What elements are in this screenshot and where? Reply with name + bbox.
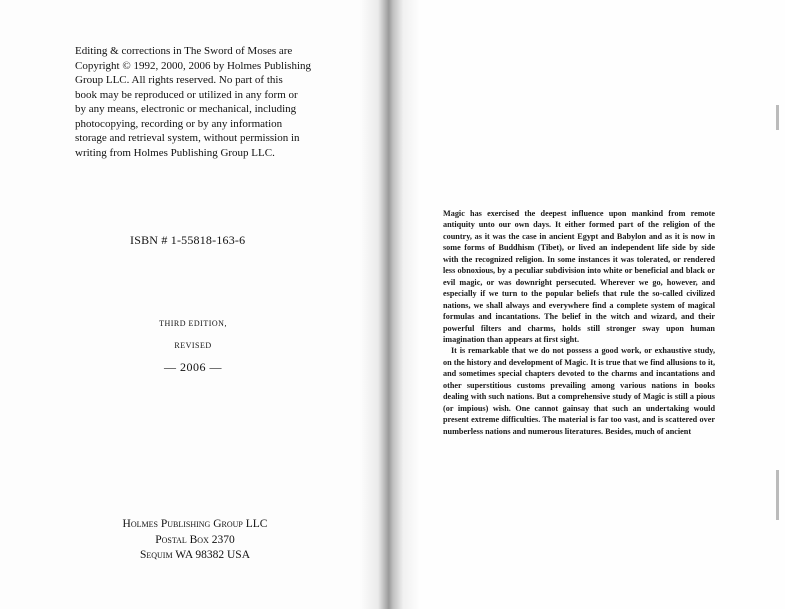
page-edge-mark [776, 470, 779, 520]
copyright-line: writing from Holmes Publishing Group LLC. [75, 146, 275, 159]
paragraph-2: It is remarkable that we do not possess a good work, or exhaustive study, on the history and development of Magic. It is true that we find allusions to it, and sometimes special chapters devoted to the charms and incantations and other superstitious customs prevailing among various nations in books dealing with such nations. But a comprehensive study of Magic is still a pious (or impious) wish. One cannot gainsay that such an undertaking would present extreme difficulties. The material is far too vast, and is scattered over numberless nations and numerous literatures. Besides, much of ancient [443, 346, 715, 436]
copyright-line: Group LLC. All rights reserved. No part of this [75, 74, 283, 86]
page-edge-mark [776, 105, 779, 130]
body-text [443, 208, 715, 437]
copyright-notice [75, 44, 325, 160]
edition-revised: REVISED [174, 341, 212, 350]
edition-label: THIRD EDITION, [159, 319, 227, 328]
publisher-block [115, 517, 275, 564]
edition-year: — 2006 — [164, 360, 222, 374]
copyright-line: storage and retrieval system, without permission in [75, 132, 300, 144]
copyright-line: book may be reproduced or utilized in any form or [75, 88, 298, 101]
book-gutter-shadow [360, 0, 420, 609]
paragraph-1: Magic has exercised the deepest influence upon mankind from remote antiquity unto our own days. It either formed part of the religion of the country, as it was the case in ancient Egypt and Babylon and as it is now in some forms of Buddhism (Tibet), or lived an independent life side by side with the recognized religion. In some instances it was tolerated, or rendered less obnoxious, by a peculiar subdivision into white or beneficial and black or evil magic, or was downright persecuted. Wherever we go, however, and especially if we turn to the popular beliefs that rule the so-called civilized nations, we shall always and everywhere find a complete system of magical formulas and incantations. The belief in the witch and wizard, and their powerful filters and charms, holds still stronger sway upon human imagination than appears at first sight. [443, 209, 715, 344]
edition-block [145, 313, 241, 375]
publisher-city: Sequim WA 98382 USA [139, 549, 251, 561]
publisher-name: Holmes Publishing Group LLC [122, 518, 268, 530]
isbn: ISBN # 1-55818-163-6 [130, 233, 246, 247]
publisher-address: Postal Box 2370 [155, 533, 235, 546]
copyright-line: photocopying, recording or by any information [75, 117, 283, 130]
copyright-line: Copyright © 1992, 2000, 2006 by Holmes Publishing [75, 59, 312, 72]
copyright-line: by any means, electronic or mechanical, including [75, 103, 297, 115]
left-page [0, 0, 390, 609]
copyright-line: Editing & corrections in The Sword of Moses are [75, 45, 293, 57]
